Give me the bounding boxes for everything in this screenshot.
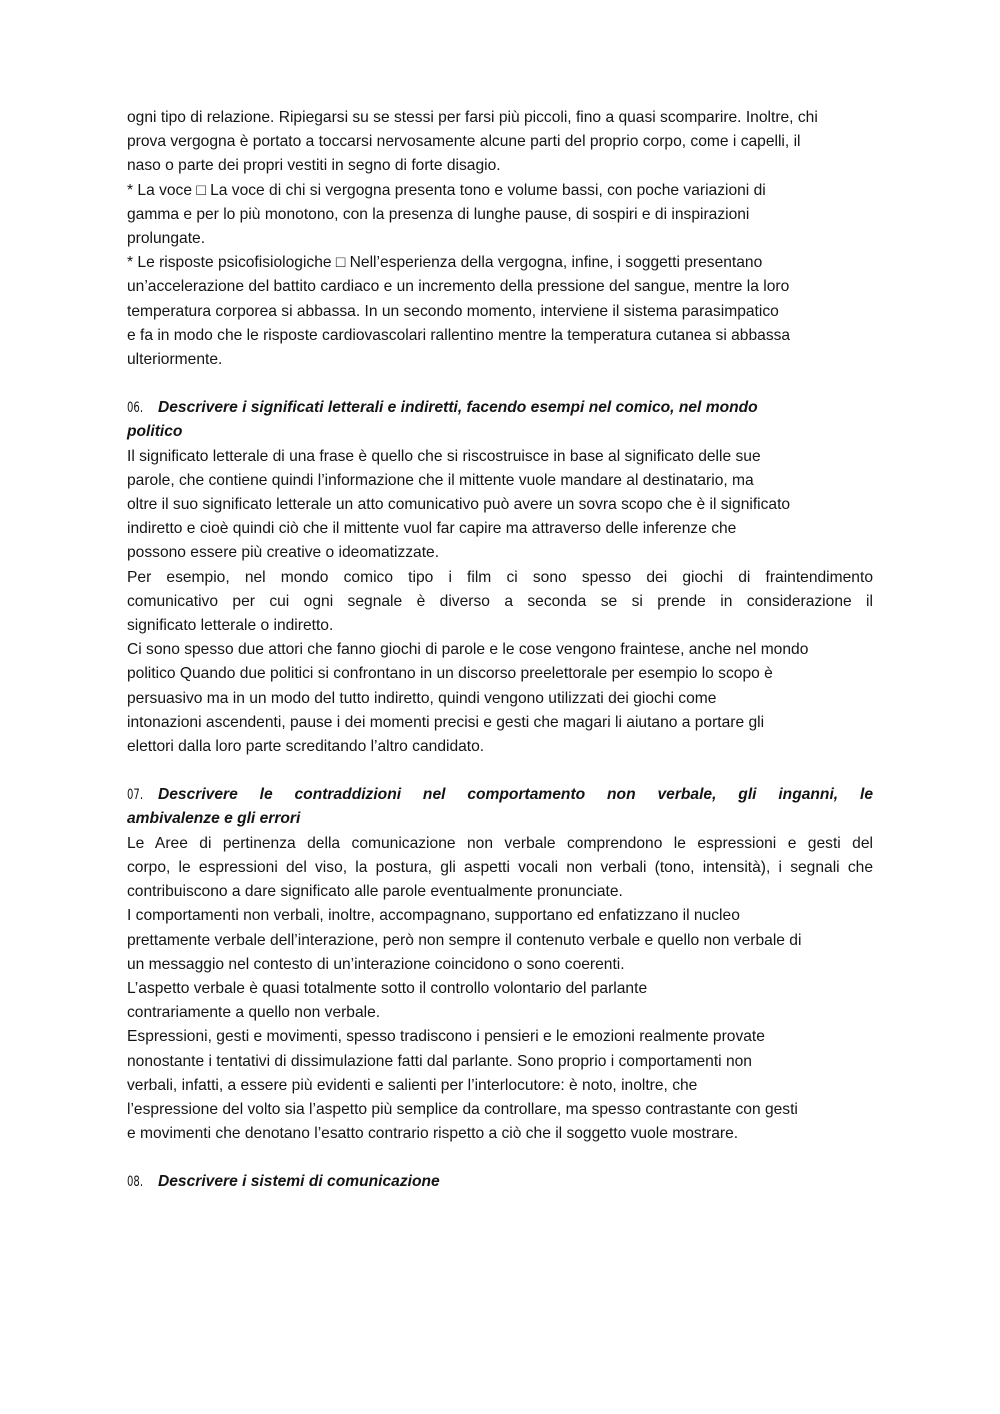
text-line: I comportamenti non verbali, inoltre, accompagnano, supportano ed enfatizzano il nucleo <box>127 907 740 925</box>
text-line: Per esempio, nel mondo comico tipo i film ci sono spesso dei giochi di fraintendimento <box>127 568 873 586</box>
section-07 <box>127 783 873 1146</box>
section-heading <box>127 1170 873 1194</box>
section-paragraph <box>127 445 873 566</box>
section-paragraph <box>127 977 873 1025</box>
text-line: Espressioni, gesti e movimenti, spesso tradiscono i pensieri e le emozioni realmente provate <box>127 1028 765 1046</box>
text-line: persuasivo ma in un modo del tutto indiretto, quindi vengono utilizzati dei giochi come <box>127 689 717 707</box>
text-line: L’aspetto verbale è quasi totalmente sotto il controllo volontario del parlante <box>127 979 648 997</box>
text-line: temperatura corporea si abbassa. In un secondo momento, interviene il sistema parasimpatico <box>127 302 779 320</box>
text-line: prolungate. <box>127 230 206 248</box>
section-title: Descrivere i sistemi di comunicazione <box>158 1173 440 1191</box>
section-paragraph <box>127 832 873 905</box>
text-line: ogni tipo di relazione. Ripiegarsi su se stessi per farsi più piccoli, fino a quasi scomparire. Inoltre, chi <box>127 109 818 126</box>
text-line: Le Aree di pertinenza della comunicazione non verbale comprendono le espressioni e gesti del <box>127 834 873 852</box>
text-line: significato letterale o indiretto. <box>127 617 334 635</box>
section-heading <box>127 783 873 807</box>
text-line: parole, che contiene quindi l’informazione che il mittente vuole mandare al destinatario, ma <box>127 471 754 489</box>
text-line: naso o parte dei propri vestiti in segno di forte disagio. <box>127 157 501 175</box>
text-line: ulteriormente. <box>127 351 223 369</box>
text-line: prettamente verbale dell’interazione, però non sempre il contenuto verbale e quello non verbale di <box>127 931 802 949</box>
text-line: indiretto e cioè quindi ciò che il mittente vuol far capire ma attraverso delle inferenze che <box>127 520 737 538</box>
text-line: l’espressione del volto sia l’aspetto più semplice da controllare, ma spesso contrastante con gesti <box>127 1100 798 1118</box>
section-number: 07. <box>127 787 144 804</box>
text-line: intonazioni ascendenti, pause i dei momenti precisi e gesti che magari li aiutano a portare gli <box>127 713 765 731</box>
section-title: Descrivere le contraddizioni nel comportamento non verbale, gli inganni, le <box>158 786 873 804</box>
text-line: e fa in modo che le risposte cardiovascolari rallentino mentre la temperatura cutanea si abbassa <box>127 326 791 344</box>
section-paragraph <box>127 1025 873 1146</box>
section-06 <box>127 396 873 759</box>
text-line: elettori dalla loro parte screditando l’altro candidato. <box>127 738 485 756</box>
section-number: 06. <box>127 400 144 417</box>
section-title: Descrivere i significati letterali e indiretti, facendo esempi nel comico, nel mondo <box>158 399 758 417</box>
text-line: Ci sono spesso due attori che fanno giochi di parole e le cose vengono fraintese, anche nel mondo <box>127 641 809 659</box>
voice-bullet <box>127 179 873 252</box>
section-number: 08. <box>127 1174 144 1191</box>
document-page <box>127 106 873 1195</box>
text-line: Il significato letterale di una frase è quello che si riscostruisce in base al significato delle sue <box>127 447 761 465</box>
text-line: possono essere più creative o ideomatizzate. <box>127 544 440 562</box>
text-line: contribuiscono a dare significato alle parole eventualmente pronunciate. <box>127 883 623 901</box>
text-line: e movimenti che denotano l’esatto contrario rispetto a ciò che il soggetto vuole mostrare. <box>127 1125 739 1143</box>
section-paragraph <box>127 566 873 639</box>
psychophysiological-bullet <box>127 251 873 372</box>
text-line: nonostante i tentativi di dissimulazione fatti dal parlante. Sono proprio i comportamenti non <box>127 1052 752 1070</box>
intro-paragraph <box>127 106 873 179</box>
section-08 <box>127 1170 873 1194</box>
text-line: politico Quando due politici si confrontano in un discorso preelettorale per esempio lo scopo è <box>127 665 773 683</box>
text-line: oltre il suo significato letterale un atto comunicativo può avere un sovra scopo che è il significato <box>127 496 791 514</box>
text-line: contrariamente a quello non verbale. <box>127 1004 381 1022</box>
text-line: un’accelerazione del battito cardiaco e un incremento della pressione del sangue, mentre la loro <box>127 278 790 296</box>
section-title-continued: politico <box>127 423 183 441</box>
text-line: gamma e per lo più monotono, con la presenza di lunghe pause, di sospiri e di inspirazioni <box>127 205 750 223</box>
text-line: comunicativo per cui ogni segnale è diverso a seconda se si prende in considerazione il <box>127 592 873 610</box>
section-title-continued: ambivalenze e gli errori <box>127 810 301 828</box>
text-line: prova vergogna è portato a toccarsi nervosamente alcune parti del proprio corpo, come i capelli, il <box>127 133 801 151</box>
section-paragraph <box>127 904 873 977</box>
text-line: un messaggio nel contesto di un’interazione coincidono o sono coerenti. <box>127 955 625 973</box>
text-line: * Le risposte psicofisiologiche □ Nell’esperienza della vergogna, infine, i soggetti presentano <box>127 254 763 272</box>
text-line: * La voce □ La voce di chi si vergogna presenta tono e volume bassi, con poche variazioni di <box>127 181 766 199</box>
text-line: verbali, infatti, a essere più evidenti e salienti per l’interlocutore: è noto, inoltre, che <box>127 1076 698 1094</box>
section-paragraph <box>127 638 873 759</box>
text-line: corpo, le espressioni del viso, la postura, gli aspetti vocali non verbali (tono, intensità), i segnali che <box>127 858 873 876</box>
section-heading <box>127 396 873 420</box>
